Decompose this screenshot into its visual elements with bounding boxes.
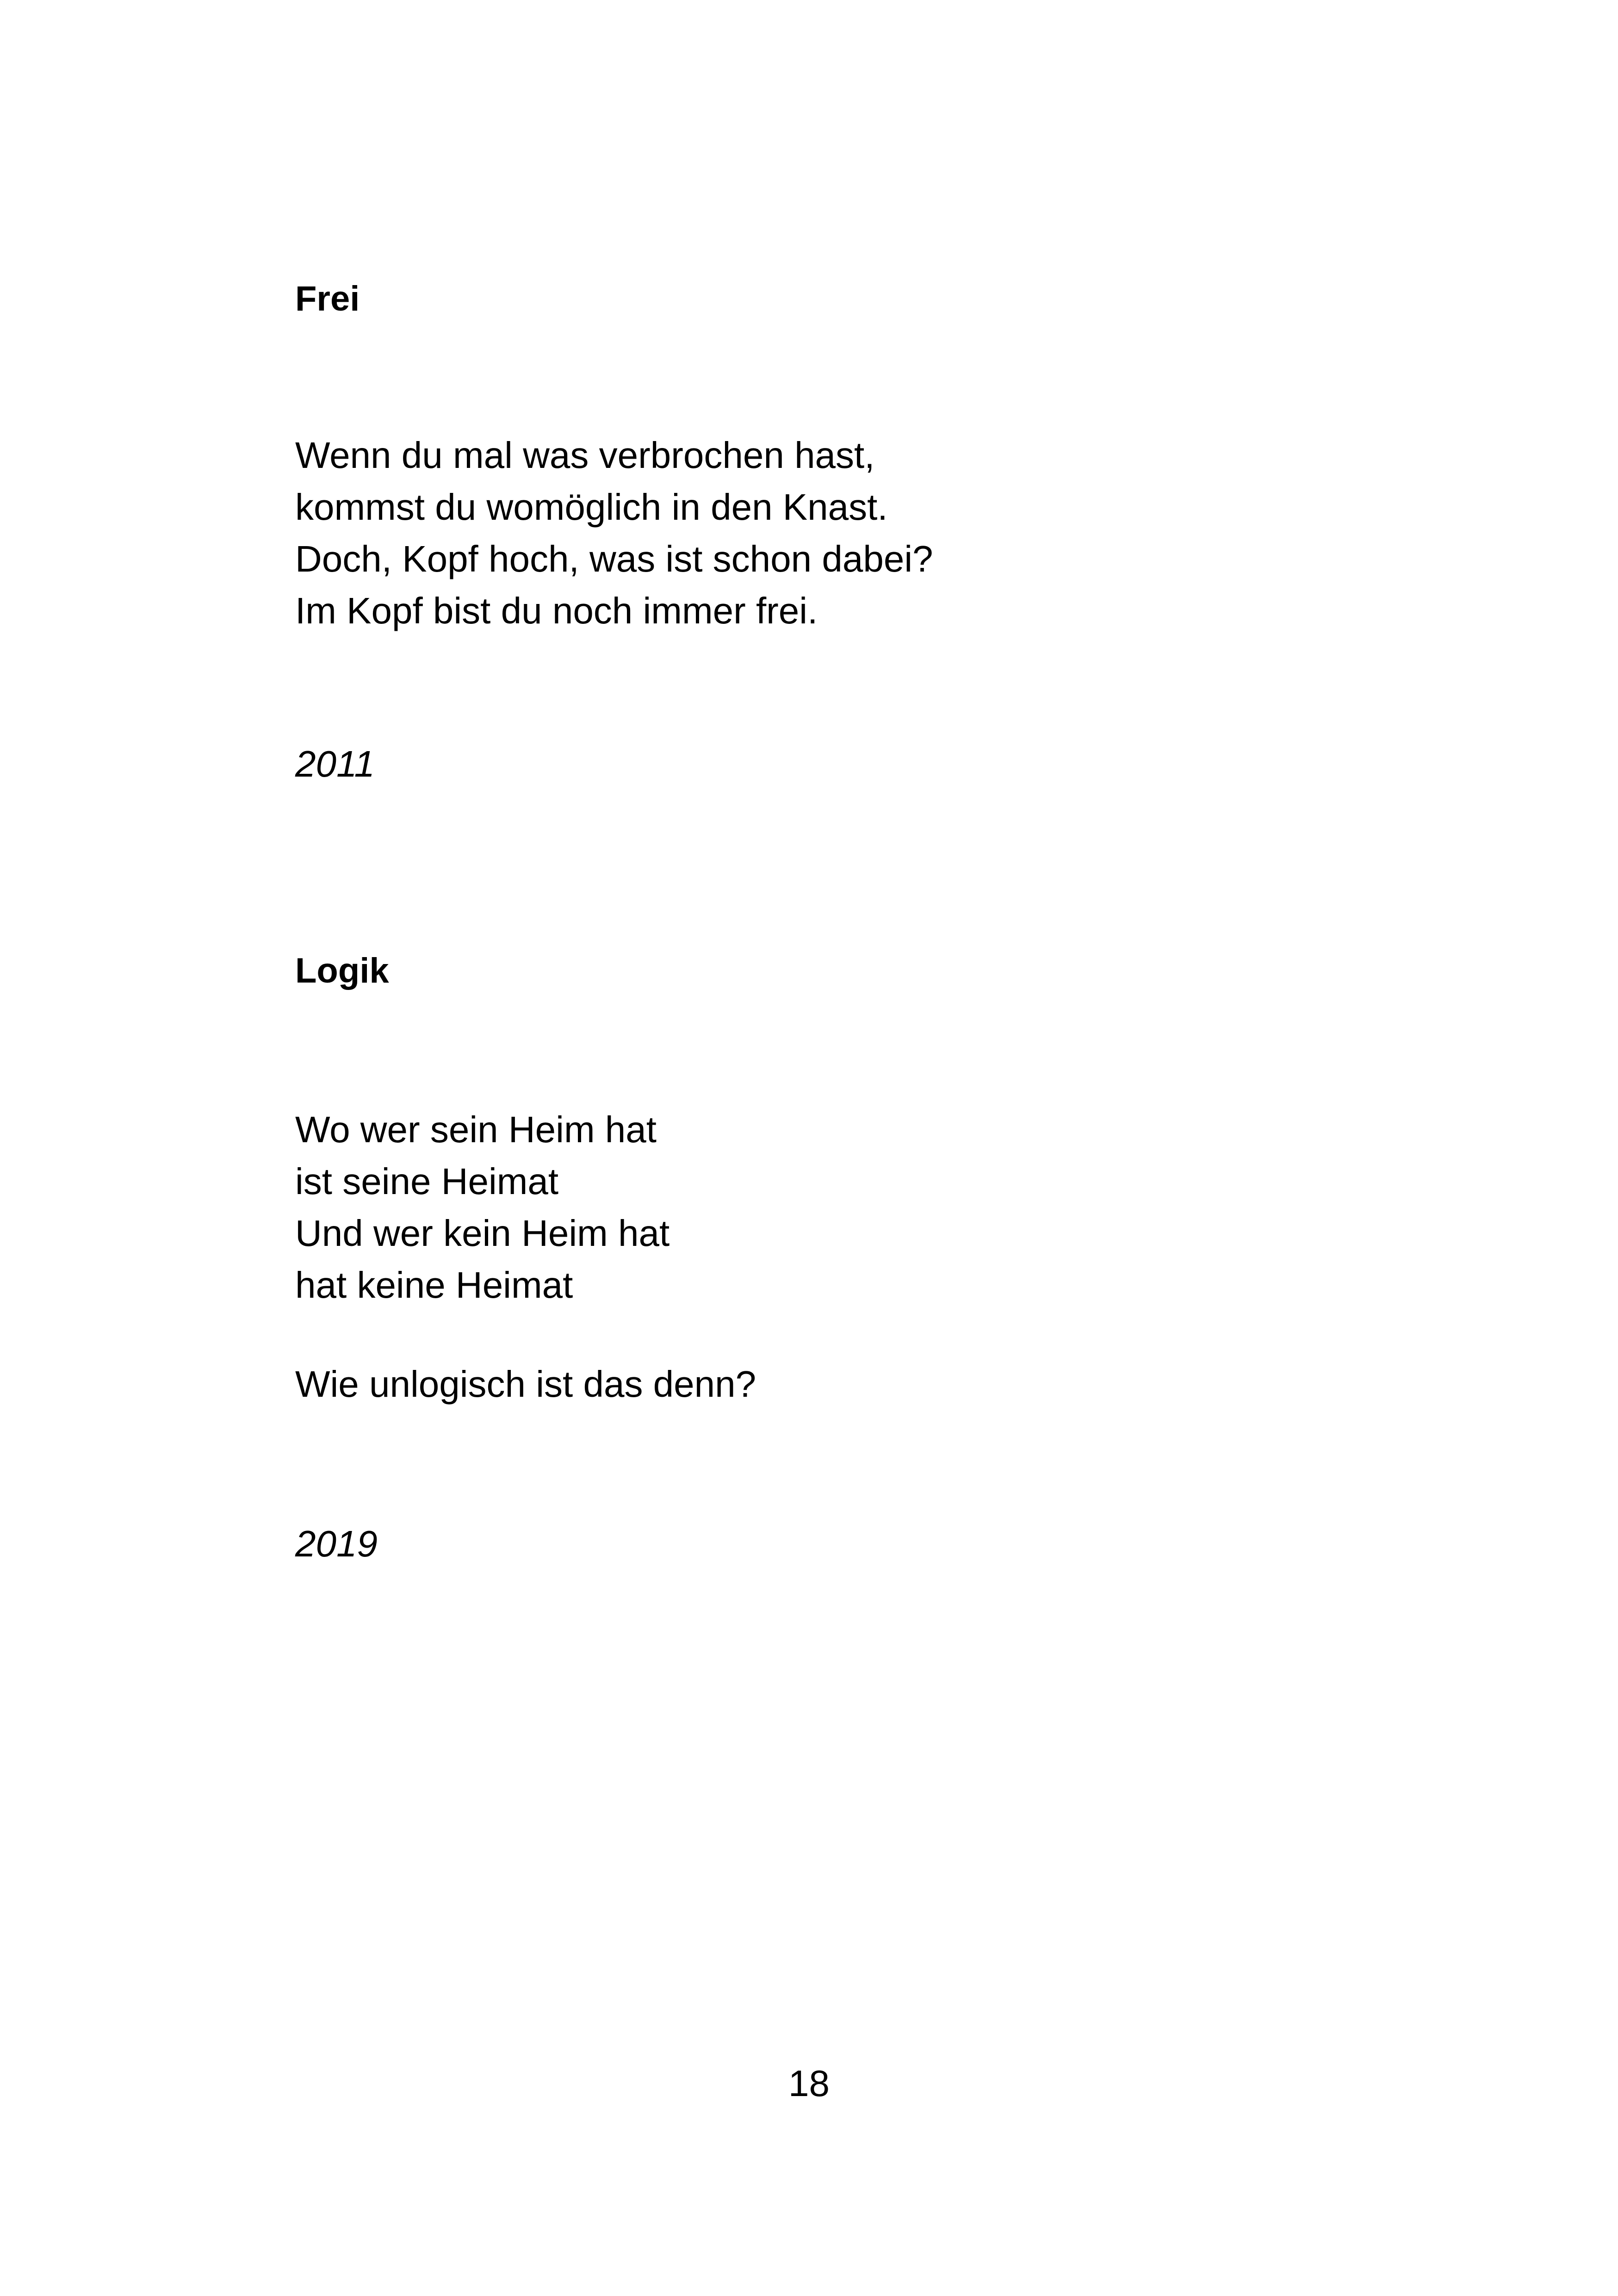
poem-year: 2011: [295, 743, 375, 784]
poem-title: Frei: [295, 279, 360, 318]
poem-title: Logik: [295, 951, 389, 990]
poem-stanza: [295, 1358, 756, 1410]
poem-line: Wenn du mal was verbrochen hast,: [295, 435, 875, 476]
poem-stanza: [295, 1104, 670, 1311]
poem-line: ist seine Heimat: [295, 1161, 559, 1202]
poem-line: Wo wer sein Heim hat: [295, 1109, 657, 1150]
poem-line: Wie unlogisch ist das denn?: [295, 1363, 756, 1405]
poem-line: kommst du womöglich in den Knast.: [295, 486, 888, 528]
poem-line: hat keine Heimat: [295, 1264, 573, 1306]
page-number: 18: [788, 2063, 830, 2104]
poem-line: Im Kopf bist du noch immer frei.: [295, 590, 818, 631]
poem-line: Und wer kein Heim hat: [295, 1213, 670, 1254]
poem-year: 2019: [295, 1523, 378, 1564]
poem-stanza: [295, 429, 933, 637]
poem-line: Doch, Kopf hoch, was ist schon dabei?: [295, 538, 933, 579]
